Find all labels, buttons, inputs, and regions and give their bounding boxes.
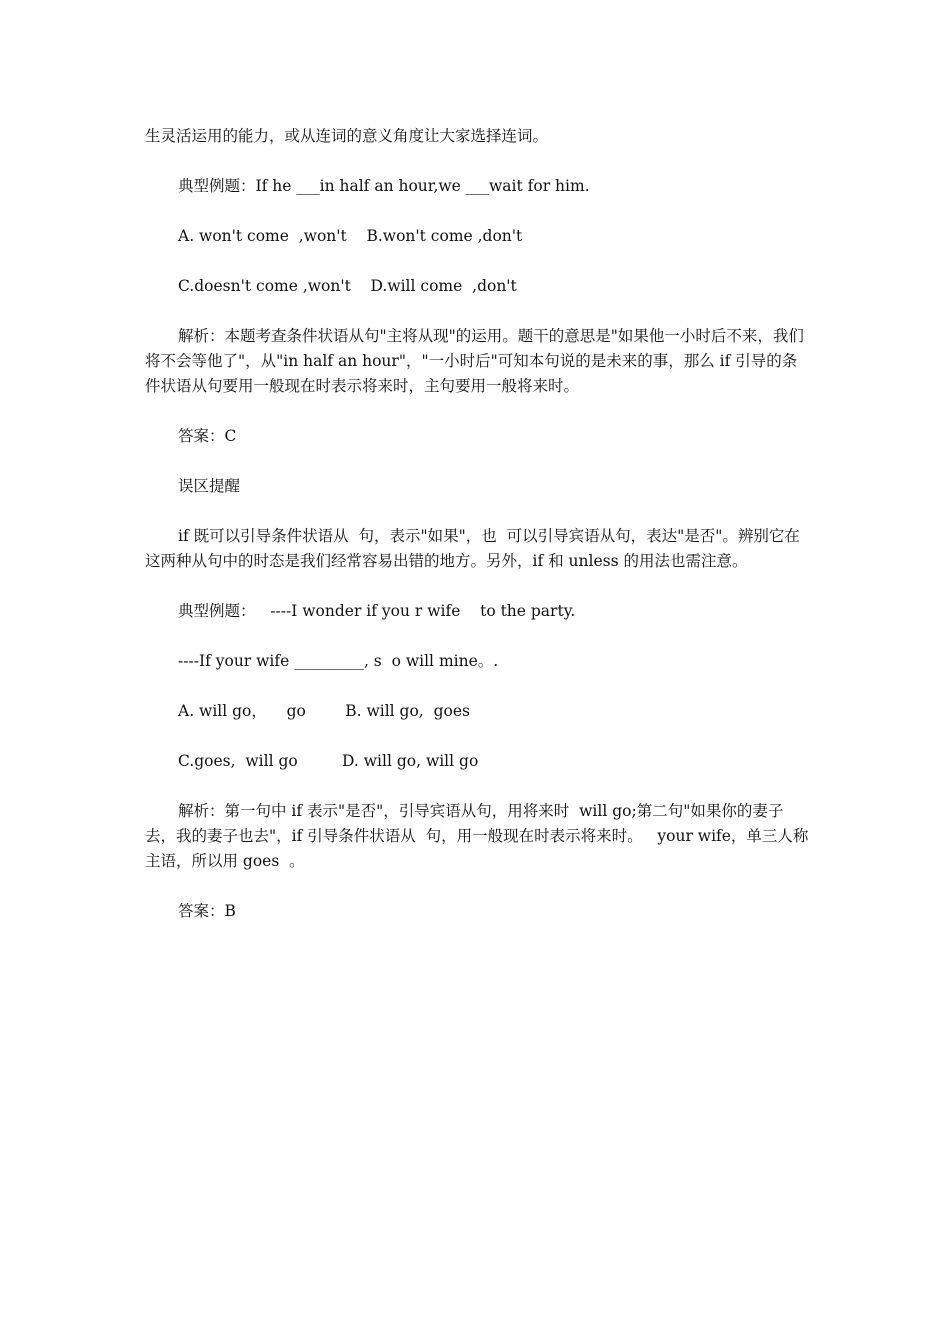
paragraph-example2-analysis: 解析：第一句中 if 表示"是否"，引导宾语从句，用将来时 will go;第二句"如果你的妻子去，我的妻子也去"，if 引导条件状语从 句，用一般现在时表示将来时。 your wife，单三人称主语，所以用 goes 。 <box>145 802 809 870</box>
paragraph-intro-continuation: 生灵活运用的能力，或从连词的意义角度让大家选择连词。 <box>145 127 549 145</box>
paragraph-example1-analysis: 解析：本题考查条件状语从句"主将从现"的运用。题干的意思是"如果他一小时后不来，我们将不会等他了"，从"in half an hour"，"一小时后"可知本句说的是未来的事，那么 if 引导的条件状语从句要用一般现在时表示将来时，主句要用一般将来时。 <box>145 327 804 395</box>
paragraph-example1-answer: 答案：C <box>178 427 237 445</box>
document-body <box>145 124 810 949</box>
paragraph-example1-question: 典型例题：If he ___in half an hour,we ___wait for him. <box>178 177 590 195</box>
paragraph-example1-options-cd: C.doesn't come ,won't D.will come ,don't <box>178 277 517 295</box>
paragraph-example2-answer: 答案：B <box>178 902 236 920</box>
paragraph-example2-question-line1: 典型例题： ----I wonder if you r wife to the party. <box>178 602 576 620</box>
paragraph-pitfall-heading: 误区提醒 <box>178 477 241 495</box>
paragraph-example2-options-ab: A. will go， go B. will go, goes <box>178 702 470 720</box>
paragraph-pitfall-body: if 既可以引导条件状语从 句，表示"如果"，也 可以引导宾语从句，表达"是否"。辨别它在这两种从句中的时态是我们经常容易出错的地方。另外，if 和 unless 的用法也需注意。 <box>145 527 800 570</box>
paragraph-example2-question-line2: ----If your wife _________, s o will mine。. <box>178 652 499 670</box>
paragraph-example2-options-cd: C.goes, will go D. will go, will go <box>178 752 479 770</box>
paragraph-example1-options-ab: A. won't come ,won't B.won't come ,don't <box>178 227 523 245</box>
